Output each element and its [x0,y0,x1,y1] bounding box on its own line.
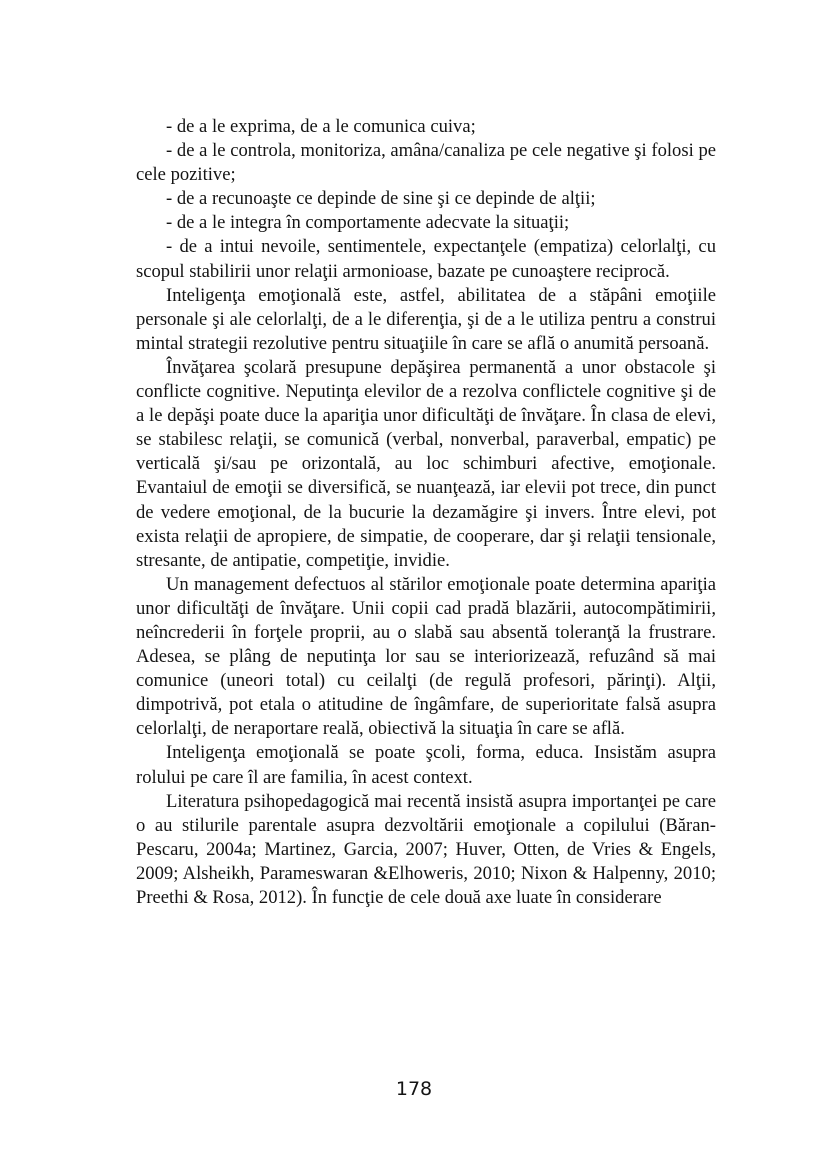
body-text [136,115,716,910]
paragraph-family-role: Inteligenţa emoţională se poate şcoli, forma, educa. Insistăm asupra rolului pe care îl are familia, în acest context. [136,742,716,788]
paragraph-school-learning: Învăţarea şcolară presupune depăşirea permanentă a unor obstacole şi conflicte cognitive. Neputinţa elevilor de a rezolva conflictele cognitive şi de a le depăşi poate duce la apariţia unor dificultăţi de învăţare. În clasa de elevi, se stabilesc relaţii, se comunică (verbal, nonverbal, paraverbal, empatic) pe verticală şi/sau pe orizontală, au loc schimburi afective, emoţionale. Evantaiul de emoţii se diversifică, se nuanţează, iar elevii pot trece, din punct de vedere emoţional, de la bucurie la dezamăgire şi invers. Între elevi, pot exista relaţii de apropiere, de simpatie, de cooperare, dar şi relaţii tensionale, stresante, de antipatie, competiţie, invidie. [136,356,716,571]
list-item-recognize: - de a recunoaşte ce depinde de sine şi ce depinde de alţii; [166,188,596,210]
list-item-express: - de a le exprima, de a le comunica cuiva; [166,116,476,137]
list-item-integrate: - de a le integra în comportamente adecvate la situaţii; [166,212,570,234]
paragraph-literature: Literatura psihopedagogică mai recentă insistă asupra importanţei pe care o au stilurile parentale asupra dezvoltării emoţionale a copilului (Băran-Pescaru, 2004a; Martinez, Garcia, 2007; Huver, Otten, de Vries & Engels, 2009; Alsheikh, Parameswaran &Elhoweris, 2010; Nixon & Halpenny, 2010; Preethi & Rosa, 2012). În funcţie de cele două axe luate în considerare [136,790,716,908]
paragraph-emotional-management: Un management defectuos al stărilor emoţionale poate determina apariţia unor dificultăţi de învăţare. Unii copii cad pradă blazării, autocompătimirii, neîncrederii în forţele proprii, au o slabă sau absentă toleranţă la frustrare. Adesea, se plâng de neputinţa lor sau se interiorizează, refuzând să mai comunice (uneori total) cu ceilalţi (de regulă profesori, părinţi). Alţii, dimpotrivă, pot etala o atitudine de îngâmfare, de superioritate falsă asupra celorlalţi, de neraportare reală, obiectivă la situaţia în care se află. [136,573,716,740]
list-item-control: - de a le controla, monitoriza, amâna/canaliza pe cele negative şi folosi pe cele pozitive; [136,140,716,186]
page-number: 178 [395,1078,433,1100]
list-item-intuit: - de a intui nevoile, sentimentele, expectanţele (empatiza) celorlalţi, cu scopul stabilirii unor relaţii armonioase, bazate pe cunoaştere reciprocă. [136,236,716,282]
paragraph-emotional-intelligence-definition: Inteligenţa emoţională este, astfel, abilitatea de a stăpâni emoţiile personale şi ale celorlalţi, de a le diferenţia, şi de a le utiliza pentru a construi mintal strategii rezolutive pentru situaţiile în care se află o anumită persoană. [136,284,716,354]
